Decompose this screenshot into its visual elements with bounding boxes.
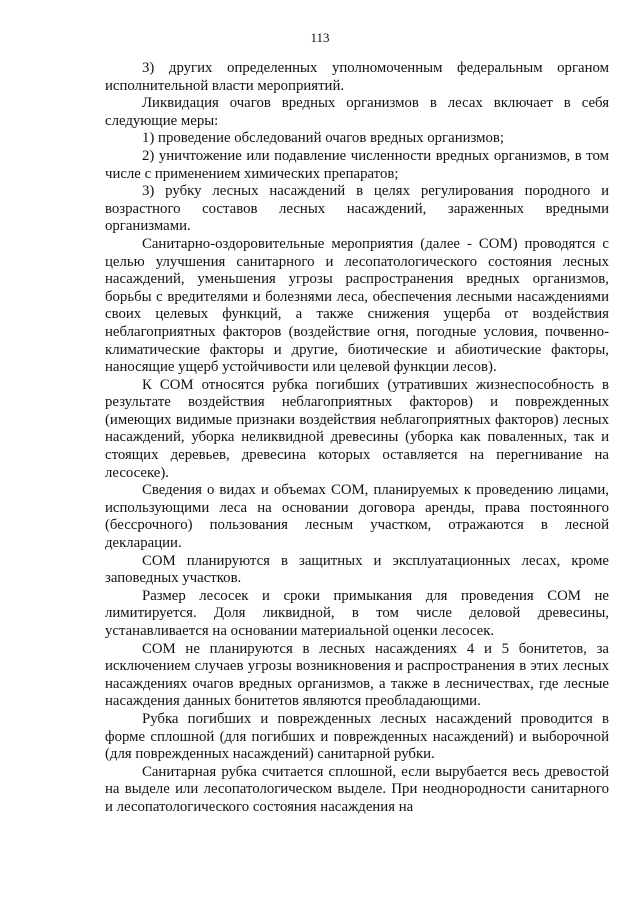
paragraph: Размер лесосек и сроки примыкания для проведения СОМ не лимитируется. Доля ликвидной, в том числе деловой древесины, устанавливается на основании материальной оценки лесосек.: [105, 587, 609, 639]
paragraph: К СОМ относятся рубка погибших (утративших жизнеспособность в результате воздействия неблагоприятных факторов) и поврежденных (имеющих видимые признаки воздействия неблагоприятных факторов) лесных насаждений, уборка неликвидной древесины (уборка как поваленных, так и стоящих деревьев, древесина которых оставляется на перегнивание на лесосеке).: [105, 376, 609, 481]
paragraph: Сведения о видах и объемах СОМ, планируемых к проведению лицами, использующими леса на основании договора аренды, права постоянного (бессрочного) пользования лесным участком, отражаются в лесной декларации.: [105, 482, 609, 552]
page-number: 113: [310, 30, 330, 45]
list-item: 1) проведение обследований очагов вредных организмов;: [142, 130, 505, 147]
list-item: 2) уничтожение или подавление численности вредных организмов, в том числе с применением химических препаратов;: [105, 147, 609, 182]
list-item: 3) рубку лесных насаждений в целях регулирования породного и возрастного составов лесных насаждений, зараженных вредными организмами.: [105, 183, 609, 235]
body-text: [105, 60, 609, 817]
paragraph: Санитарно-оздоровительные мероприятия (далее - СОМ) проводятся с целью улучшения санитарного и лесопатологического состояния лесных насаждений, уменьшения угрозы распространения вредных организмов, борьбы с вредителями и болезнями леса, обеспечения лесными насаждениями своих целевых функций, а также снижения ущерба от воздействия неблагоприятных факторов (воздействие огня, погодные условия, почвенно-климатические факторы и другие, биотические и абиотические факторы, наносящие ущерб устойчивости или целевой функции лесов).: [105, 235, 609, 376]
paragraph: 3) других определенных уполномоченным федеральным органом исполнительной власти мероприятий.: [105, 60, 609, 94]
paragraph: Рубка погибших и поврежденных лесных насаждений проводится в форме сплошной (для погибших и поврежденных насаждений) и выборочной (для поврежденных насаждений) санитарной рубки.: [105, 710, 609, 763]
paragraph: СОМ планируются в защитных и эксплуатационных лесах, кроме заповедных участков.: [105, 552, 609, 587]
paragraph: Санитарная рубка считается сплошной, если вырубается весь древостой на выделе или лесопатологическом выделе. При неоднородности санитарного и лесопатологического состояния насаждения на: [105, 763, 609, 815]
paragraph: СОМ не планируются в лесных насаждениях 4 и 5 бонитетов, за исключением случаев угрозы возникновения и распространения в этих лесных насаждениях очагов вредных организмов, а также в лесничествах, где лесные насаждения данных бонитетов являются преобладающими.: [105, 640, 609, 710]
paragraph: Ликвидация очагов вредных организмов в лесах включает в себя следующие меры:: [105, 95, 609, 129]
